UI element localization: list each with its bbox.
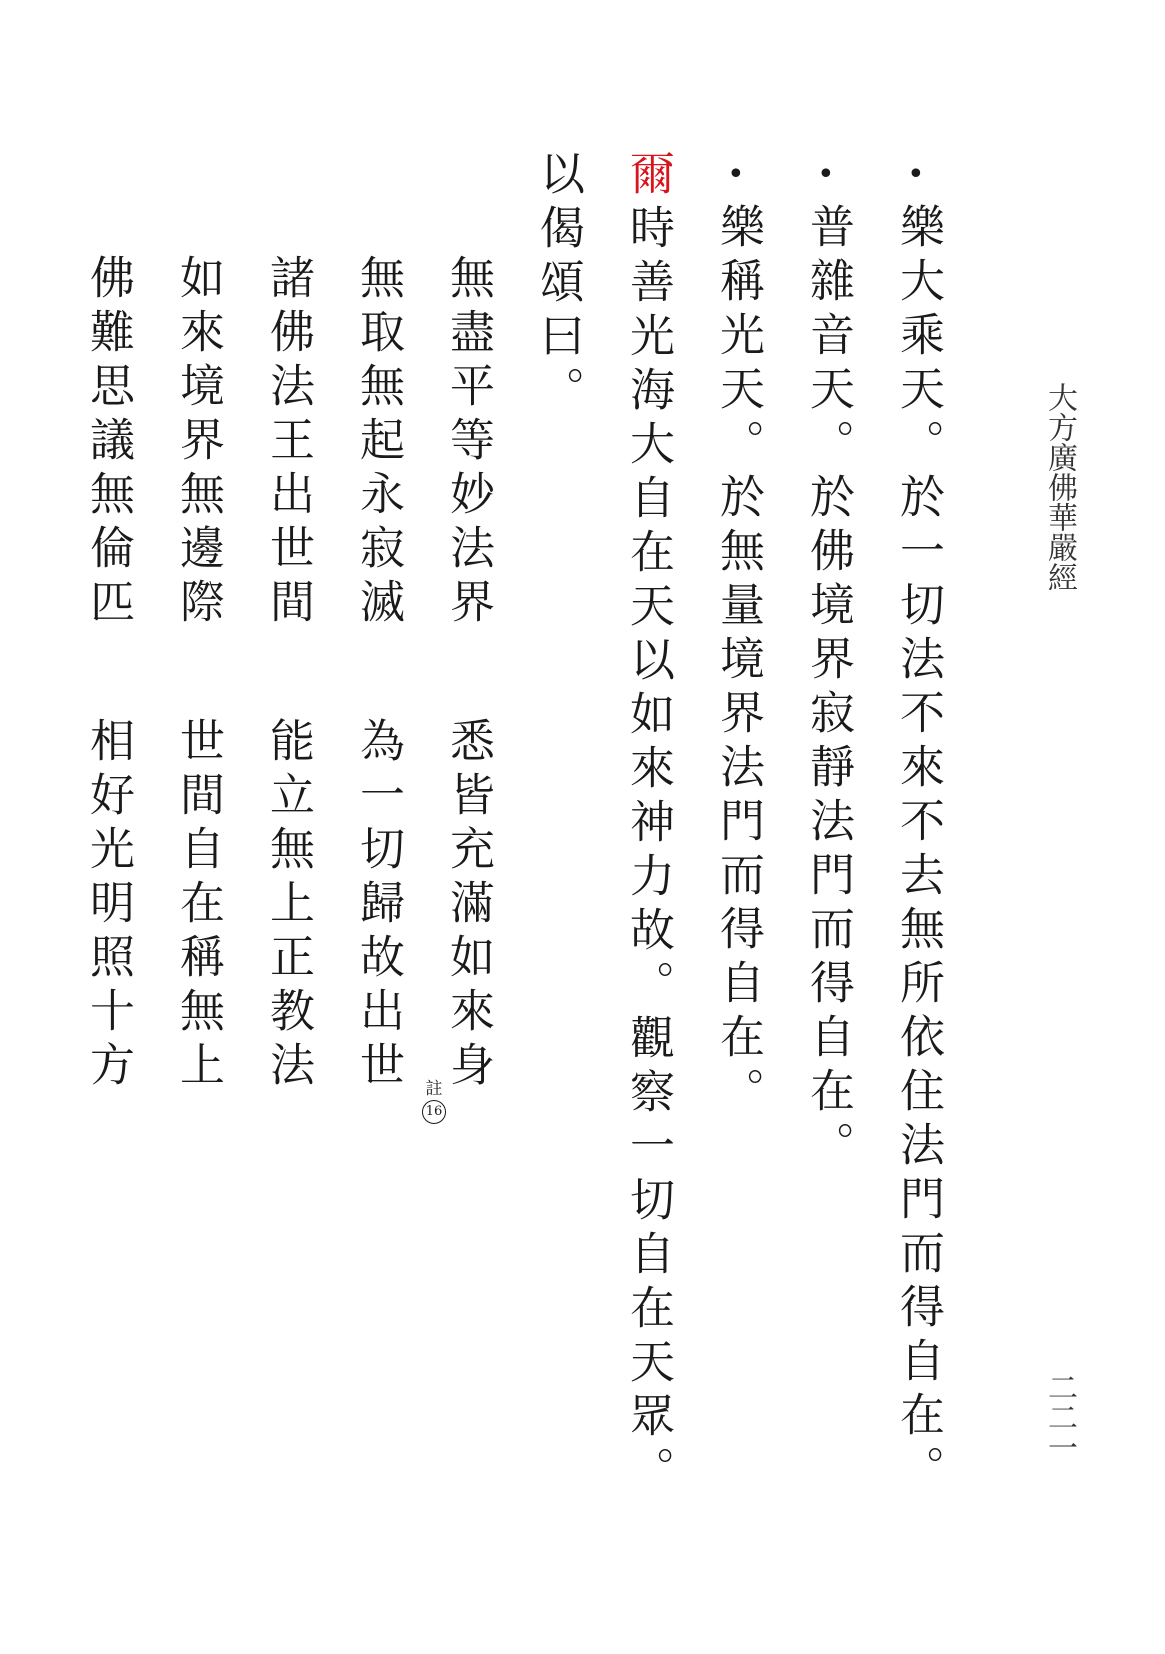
verse-2-second-half: 為一切歸故出世 (352, 717, 405, 1095)
footnote-reference[interactable] (422, 1079, 446, 1124)
verse-1-second-half: 悉皆充滿如來身 (442, 717, 495, 1095)
verse-5-second-half: 相好光明照十方 (82, 717, 135, 1095)
verse-3-second-half: 能立無上正教法 (262, 717, 315, 1095)
footnote-number: 16 (422, 1100, 446, 1124)
bullet-marker: • (727, 157, 745, 192)
prose-line-4 (621, 150, 675, 1500)
running-title: 大方廣佛華嚴經 (1042, 382, 1077, 592)
verse-4-second-half: 世間自在稱無上 (172, 717, 225, 1095)
verse-4-first-half: 如來境界無邊際 (172, 254, 225, 632)
verse-2-first-half: 無取無起永寂滅 (352, 254, 405, 632)
bullet-marker: • (817, 157, 835, 192)
prose-line-3: 樂稱光天。於無量境界法門而得自在。 (712, 203, 765, 1121)
page-number: 二二一 (1042, 1372, 1077, 1462)
prose-line-2: 普雜音天。於佛境界寂靜法門而得自在。 (802, 203, 855, 1175)
footnote-label: 註 (425, 1079, 443, 1099)
prose-line-4-text: 時善光海大自在天以如來神力故。觀察一切自在天眾。 (622, 204, 675, 1500)
verse-3-first-half: 諸佛法王出世間 (262, 254, 315, 632)
verse-5-first-half: 佛難思議無倫匹 (82, 254, 135, 632)
bullet-marker: • (907, 157, 925, 192)
verse-1-first-half: 無盡平等妙法界 (442, 254, 495, 632)
decorative-lead-character: 爾 (622, 150, 675, 204)
prose-line-5: 以偈頌曰。 (532, 150, 585, 420)
prose-line-1: 樂大乘天。於一切法不來不去無所依住法門而得自在。 (892, 203, 945, 1499)
